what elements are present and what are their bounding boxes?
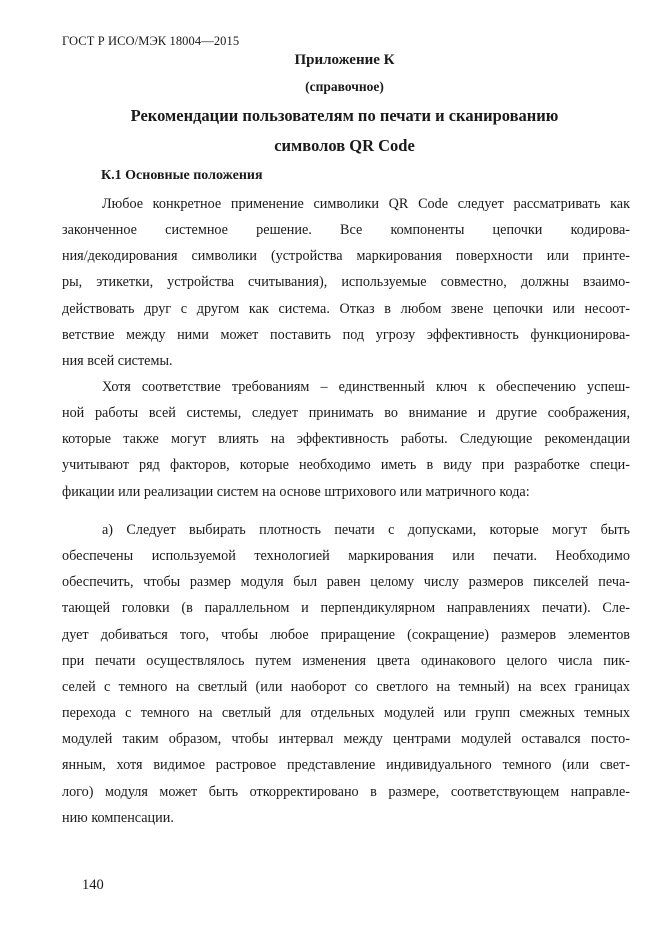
page-number: 140 (82, 877, 104, 893)
paragraph-3-item-a (62, 517, 630, 831)
annex-type: (справочное) (305, 79, 384, 94)
text-line: ветствие между ними может поставить под угрозу эффективность функционирова- (62, 326, 630, 343)
text-line: ры, этикетки, устройства считывания), используемые совместно, должны взаимо- (62, 274, 630, 291)
annex-heading-line-1: Рекомендации пользователям по печати и сканированию (130, 106, 559, 125)
text-line: лого) модуля может быть откорректировано в размере, соответствующем направле- (62, 783, 630, 800)
annex-name: Приложение К (294, 52, 395, 68)
paragraph-2 (62, 374, 630, 505)
text-line: модулей таким образом, чтобы интервал между центрами модулей оставался посто- (62, 731, 630, 748)
text-line: ной работы всей системы, следует принимать во внимание и другие соображения, (62, 405, 630, 422)
annex-heading-line-2: символов QR Code (274, 136, 415, 155)
text-line: перехода с темного на светлый для отдельных модулей или групп смежных темных (62, 705, 630, 722)
text-line: дует добиваться того, чтобы любое приращение (сокращение) размеров элементов (62, 626, 630, 643)
text-line: тающей головки (в параллельном и перпендикулярном направлениях печати). Сле- (62, 600, 630, 617)
text-line: Хотя соответствие требованиям – единственный ключ к обеспечению успеш- (102, 379, 630, 395)
text-line: фикации или реализации систем на основе штрихового или матричного кода: (62, 483, 530, 500)
text-line: нию компенсации. (62, 809, 174, 826)
text-line: Любое конкретное применение символики QR Code следует рассматривать как (102, 196, 630, 212)
text-line: обеспечены используемой технологией маркирования или печати. Необходимо (62, 548, 630, 565)
text-line: законченное системное решение. Все компоненты цепочки кодирова- (62, 222, 630, 239)
text-line: учитывают ряд факторов, которые необходимо иметь в виду при разработке специ- (62, 457, 630, 474)
text-line: а) Следует выбирать плотность печати с допусками, которые могут быть (102, 522, 630, 538)
text-line: ния всей системы. (62, 352, 173, 369)
text-line: янным, хотя видимое растровое представление индивидуального темного (или свет- (62, 757, 630, 774)
text-line: действовать друг с другом как система. Отказ в любом звене цепочки или несоот- (62, 300, 630, 317)
paragraph-1 (62, 191, 630, 374)
section-title: К.1 Основные положения (101, 168, 263, 183)
text-line: которые также могут влиять на эффективность работы. Следующие рекомендации (62, 431, 630, 448)
text-line: селей с темного на светлый (или наоборот со светлого на темный) на всех границах (62, 678, 630, 695)
text-line: обеспечить, чтобы размер модуля был равен целому числу размеров пикселей печа- (62, 574, 630, 591)
standard-header: ГОСТ Р ИСО/МЭК 18004—2015 (62, 34, 240, 48)
text-line: при печати осуществлялось путем изменения цвета одинакового целого числа пик- (62, 652, 630, 669)
text-line: ния/декодирования символики (устройства маркирования поверхности или принте- (62, 248, 630, 265)
